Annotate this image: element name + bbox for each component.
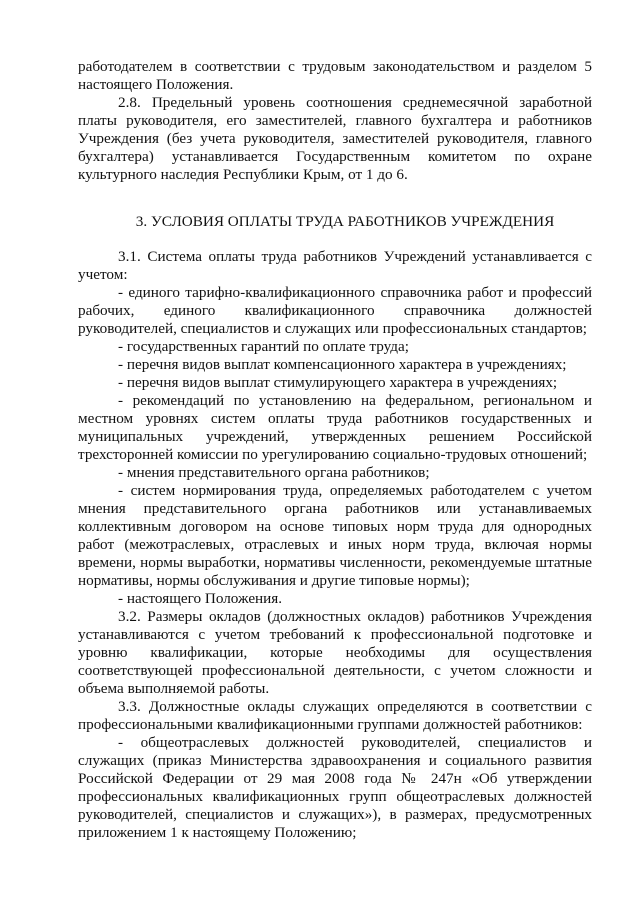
paragraph-b7: - систем нормирования труда, определяемых работодателем с учетом мнения представительного органа работников или устанавливаемых коллективным договором на основе типовых норм труда для однородных работ (межотраслевых, отраслевых и иных норм труда, включая нормы времени, нормы выработки, нормативы численности, рекомендуемые штатные нормативы, нормы обслуживания и другие типовые нормы); [78,482,592,589]
paragraph-p3-1: 3.1. Система оплаты труда работников Учреждений устанавливается с учетом: [78,248,592,283]
paragraph-p3-3: 3.3. Должностные оклады служащих определяются в соответствии с профессиональными квалификационными группами должностей работников: [78,698,592,733]
paragraph-b5: - рекомендаций по установлению на федеральном, региональном и местном уровнях систем оплаты труда работников государственных и муниципальных учреждений, утвержденных решением Российской трехсторонней комиссии по урегулированию социально-трудовых отношений; [78,392,592,463]
paragraphs-before [78,58,592,184]
paragraph-b1: - единого тарифно-квалификационного справочника работ и профессий рабочих, единого квалификационного справочника должностей руководителей, специалистов и служащих или профессиональных стандартов; [78,284,592,337]
section-heading: 3. УСЛОВИЯ ОПЛАТЫ ТРУДА РАБОТНИКОВ УЧРЕЖДЕНИЯ [135,213,555,230]
paragraph-b3: - перечня видов выплат компенсационного характера в учреждениях; [118,356,567,373]
paragraph-cont: работодателем в соответствии с трудовым законодательством и разделом 5 настоящего Положения. [78,58,592,93]
paragraph-p2-8: 2.8. Предельный уровень соотношения среднемесячной заработной платы руководителя, его заместителей, главного бухгалтера и работников Учреждения (без учета руководителя, заместителей руководителя, главного бухгалтера) устанавливается Государственным комитетом по охране культурного наследия Республики Крым, от 1 до 6. [78,94,592,183]
paragraph-b6: - мнения представительного органа работников; [118,464,430,481]
paragraph-b4: - перечня видов выплат стимулирующего характера в учреждениях; [118,374,558,391]
paragraph-b9: - общеотраслевых должностей руководителей, специалистов и служащих (приказ Министерства здравоохранения и социального развития Российской Федерации от 29 мая 2008 года № 247н «Об утверждении профессиональных квалификационных групп общеотраслевых должностей руководителей, специалистов и служащих»), в размерах, предусмотренных приложением 1 к настоящему Положению; [78,734,592,841]
paragraph-p3-2: 3.2. Размеры окладов (должностных окладов) работников Учреждения устанавливаются с учетом требований к профессиональной подготовке и уровню квалификации, которые необходимы для осуществления соответствующей профессиональной деятельности, с учетом сложности и объема выполняемой работы. [78,608,592,697]
paragraphs-after [78,248,592,842]
paragraph-b2: - государственных гарантий по оплате труда; [118,338,409,355]
paragraph-b8: - настоящего Положения. [118,590,283,607]
